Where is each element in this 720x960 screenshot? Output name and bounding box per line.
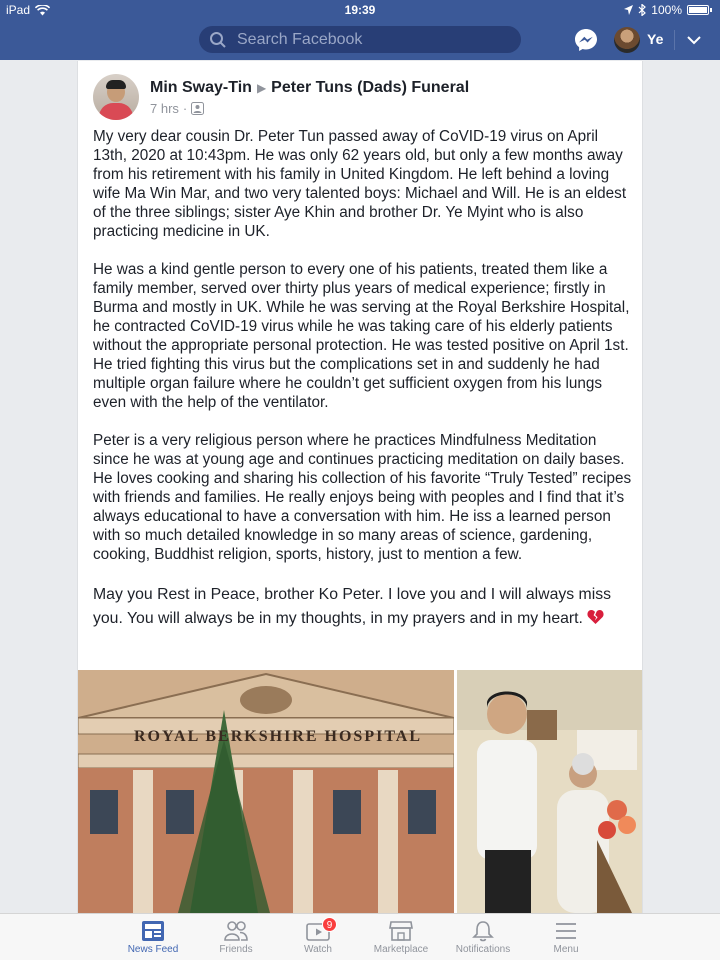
tab-menu[interactable]: Menu	[526, 920, 606, 955]
tab-news-feed[interactable]: News Feed	[113, 920, 193, 955]
post-paragraph: Peter is a very religious person where he practices Mindfulness Meditation since he was at young age and continues practicing meditation on daily bases. He loves cooking and sharing his collection of his favorite “Truly Tested” recipes with friends and families. He really enjoys being with peoples and I find that it’s always educational to have a conversation with him. He iss a learned person with so much detailed knowledge in so many areas of science, gardening, cooking, Buddhist religion, sports, history, just to mention a few.	[93, 432, 632, 563]
news-feed-icon	[141, 920, 165, 942]
messenger-icon[interactable]	[574, 28, 598, 52]
tab-notifications[interactable]: Notifications	[443, 920, 523, 955]
post-closing: May you Rest in Peace, brother Ko Peter. I love you and I will always miss you. You will always be in my thoughts, in my prayers and in my heart.	[93, 586, 612, 627]
author-avatar[interactable]	[93, 74, 139, 120]
profile-name[interactable]: Ye	[647, 31, 664, 47]
meta-separator: ·	[182, 101, 188, 116]
family-photo[interactable]	[457, 670, 643, 913]
status-bar	[0, 0, 720, 20]
chevron-down-icon[interactable]	[686, 33, 702, 47]
battery-percent: 100%	[651, 3, 682, 17]
location-icon	[624, 5, 633, 15]
hospital-photo[interactable]	[78, 670, 454, 913]
broken-heart-icon	[587, 609, 604, 625]
post-paragraph: My very dear cousin Dr. Peter Tun passed away of CoVID-19 virus on April 13th, 2020 at 10:43pm. He was only 62 years old, but only a few months away from his retirement with his family in United Kingdom. He left behind a loving wife Ma Win Mar, and two very talented boys: Michael and Will. He is an eldest of the three siblings; sister Aye Khin and brother Dr. Ye Myint who is also practicing medicine in UK.	[93, 128, 627, 240]
post-card	[77, 61, 643, 913]
profile-avatar[interactable]	[614, 27, 640, 53]
top-nav-bar	[0, 20, 720, 60]
menu-icon	[554, 920, 578, 942]
device-label: iPad	[6, 3, 31, 17]
audience-group-icon[interactable]	[191, 102, 204, 115]
post-paragraph: He was a kind gentle person to every one of his patients, treated them like a family member, served over thirty plus years of medical experience; firstly in Burma and mostly in UK. While he was serving at the Royal Berkshire Hospital, he contracted CoVID-19 virus while he was taking care of his elderly patients without the appropriate personal protection. He was tested positive on April 1st. He tried fighting this virus but the complications set in and suddenly he had multiple organ failure where he couldn’t get sufficient oxygen from his lungs even with the help of the ventilator.	[93, 261, 630, 411]
tab-watch[interactable]: 9 Watch	[278, 920, 358, 955]
watch-badge: 9	[322, 917, 337, 932]
author-name[interactable]: Min Sway-Tin	[150, 79, 252, 96]
post-target[interactable]: Peter Tuns (Dads) Funeral	[271, 79, 470, 96]
bottom-tab-bar	[0, 913, 720, 960]
post-timestamp[interactable]: 7 hrs	[150, 101, 179, 116]
search-input[interactable]	[199, 26, 521, 53]
status-time: 19:39	[344, 3, 376, 17]
hospital-sign: ROYAL BERKSHIRE HOSPITAL	[133, 728, 423, 745]
family-photo-illustration	[457, 670, 643, 913]
triangle-right-icon: ▶	[256, 81, 267, 95]
post-meta	[150, 101, 204, 116]
post-header	[150, 79, 469, 97]
tab-friends[interactable]: Friends	[196, 920, 276, 955]
search-placeholder: Search Facebook	[237, 30, 363, 48]
bluetooth-icon	[638, 4, 646, 16]
tab-marketplace[interactable]: Marketplace	[361, 920, 441, 955]
marketplace-icon	[388, 920, 414, 942]
post-text	[93, 127, 635, 650]
notifications-icon	[471, 920, 495, 942]
hospital-building-illustration	[78, 670, 454, 913]
search-icon	[209, 31, 227, 49]
friends-icon	[223, 920, 249, 942]
battery-icon	[687, 5, 709, 15]
